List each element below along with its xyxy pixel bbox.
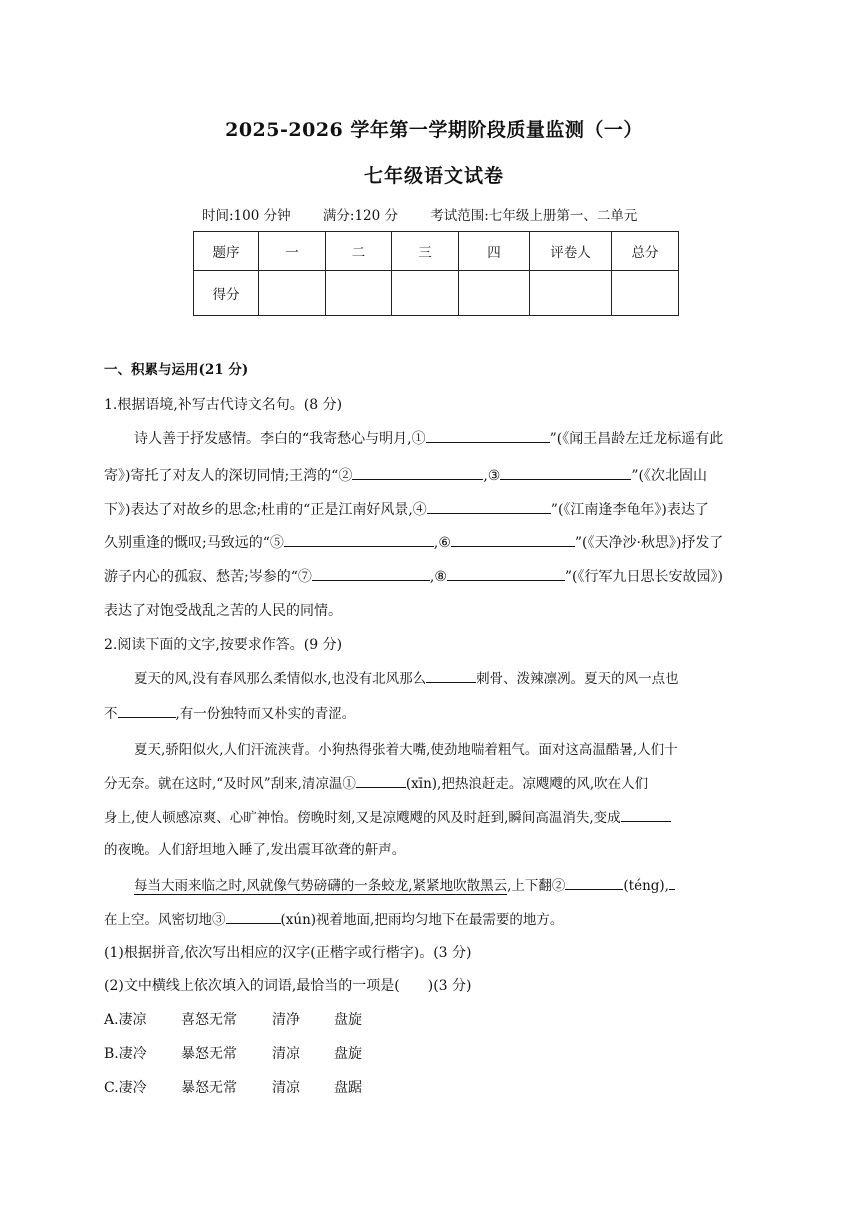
option-a[interactable]: A.凄凉 喜怒无常 清净 盘旋 (104, 1012, 362, 1028)
passage-p2-line-4: 的夜晚。人们舒坦地入睡了,发出震耳欲聋的鼾声。 (104, 842, 406, 858)
underlined-sentence: 每当大雨来临之时,风就像气势磅礴的一条蛟龙,紧紧地吹散黑云 (134, 878, 508, 894)
score-header-cell: 三 (392, 232, 459, 271)
exam-full-score: 满分:120 分 (322, 208, 399, 224)
exam-time: 时间:100 分钟 (202, 208, 291, 224)
passage-blank (118, 703, 176, 718)
passage-p3-line-2: 在上空。风密切地③ (xún)视着地面,把雨均匀地下在最需要的地方。 (104, 908, 563, 928)
answer-blank-8 (447, 566, 565, 581)
exam-meta (202, 204, 665, 224)
q1-line-2: 寄》)寄托了对友人的深切同情;王湾的“② ,③ ”(《次北固山 (104, 465, 707, 485)
score-header-cell: 二 (326, 232, 392, 271)
score-header-cell: 题序 (194, 232, 259, 271)
answer-blank-3 (500, 465, 631, 480)
score-cell (612, 271, 679, 316)
score-table (193, 231, 679, 316)
passage-blank (669, 875, 675, 890)
score-header-cell: 总分 (612, 232, 679, 271)
q1-line-4: 久别重逢的慨叹;马致远的“⑤ ,⑥ ”(《天净沙·秋思》)抒发了 (104, 532, 723, 552)
answer-blank-4 (427, 499, 551, 514)
pinyin-blank-3 (226, 909, 281, 924)
answer-blank-2 (352, 465, 483, 480)
question-1-stem: 1.根据语境,补写古代诗文名句。(8 分) (104, 397, 343, 413)
q1-line-3: 下》)表达了对故乡的思念;杜甫的“正是江南好风景,④ ”(《江南逢李龟年》)表达了 (104, 499, 709, 519)
passage-p2-line-2: 分无奈。就在这时,“及时风”刮来,清凉温① (xīn),把热浪赶走。凉飕飕的风,吹在人们 (104, 772, 648, 792)
option-c[interactable]: C.凄冷 暴怒无常 清凉 盘踞 (104, 1080, 362, 1096)
subquestion-1: (1)根据拼音,依次写出相应的汉字(正楷字或行楷字)。(3 分) (104, 945, 472, 961)
passage-blank (426, 668, 476, 683)
page-subtitle: 七年级语文试卷 (363, 165, 504, 187)
passage-p1-line-1: 夏天的风,没有春风那么柔情似水,也没有北风那么 刺骨、泼辣凛冽。夏天的风一点也 (134, 667, 679, 687)
section-title: 一、积累与运用(21 分) (104, 362, 249, 378)
passage-p1-line-2: 不 ,有一份独特而又朴实的青涩。 (104, 702, 355, 722)
score-header-cell: 四 (459, 232, 530, 271)
score-cell (326, 271, 392, 316)
exam-scope: 考试范围:七年级上册第一、二单元 (430, 208, 638, 224)
passage-blank (621, 807, 671, 822)
q1-line-1: 诗人善于抒发感情。李白的“我寄愁心与明月,① ”(《闻王昌龄左迁龙标遥有此 (134, 428, 723, 448)
answer-blank-1 (426, 428, 550, 443)
score-row-label: 得分 (194, 271, 259, 316)
score-table-score-row (194, 271, 679, 316)
subquestion-2: (2)文中横线上依次填入的词语,最恰当的一项是( )(3 分) (104, 978, 472, 994)
q1-line-5: 游子内心的孤寂、愁苦;岑参的“⑦ ,⑧ ”(《行军九日思长安故园》) (104, 566, 723, 586)
score-cell (530, 271, 612, 316)
score-cell (259, 271, 326, 316)
answer-blank-5 (284, 532, 434, 547)
score-header-cell: 评卷人 (530, 232, 612, 271)
score-cell (392, 271, 459, 316)
question-2-stem: 2.阅读下面的文字,按要求作答。(9 分) (104, 637, 343, 653)
q1-line-6: 表达了对饱受战乱之苦的人民的同情。 (104, 603, 342, 619)
answer-blank-6 (451, 532, 575, 547)
passage-p3-line-1: 每当大雨来临之时,风就像气势磅礴的一条蛟龙,紧紧地吹散黑云,上下翻② (téng), (134, 874, 675, 894)
score-cell (459, 271, 530, 316)
pinyin-blank-1 (356, 773, 406, 788)
option-b[interactable]: B.凄冷 暴怒无常 清凉 盘旋 (104, 1046, 362, 1062)
score-table-header-row (194, 232, 679, 271)
answer-blank-7 (312, 566, 430, 581)
page-title: 2025-2026 学年第一学期阶段质量监测（一） (225, 119, 643, 141)
passage-p2-line-3: 身上,使人顿感凉爽、心旷神怡。傍晚时刻,又是凉飕飕的风及时赶到,瞬间高温消失,变成 (104, 806, 671, 826)
score-header-cell: 一 (259, 232, 326, 271)
passage-p2-line-1: 夏天,骄阳似火,人们汗流浃背。小狗热得张着大嘴,使劲地喘着粗气。面对这高温酷暑,人们十 (134, 742, 678, 758)
pinyin-blank-2 (565, 875, 623, 890)
